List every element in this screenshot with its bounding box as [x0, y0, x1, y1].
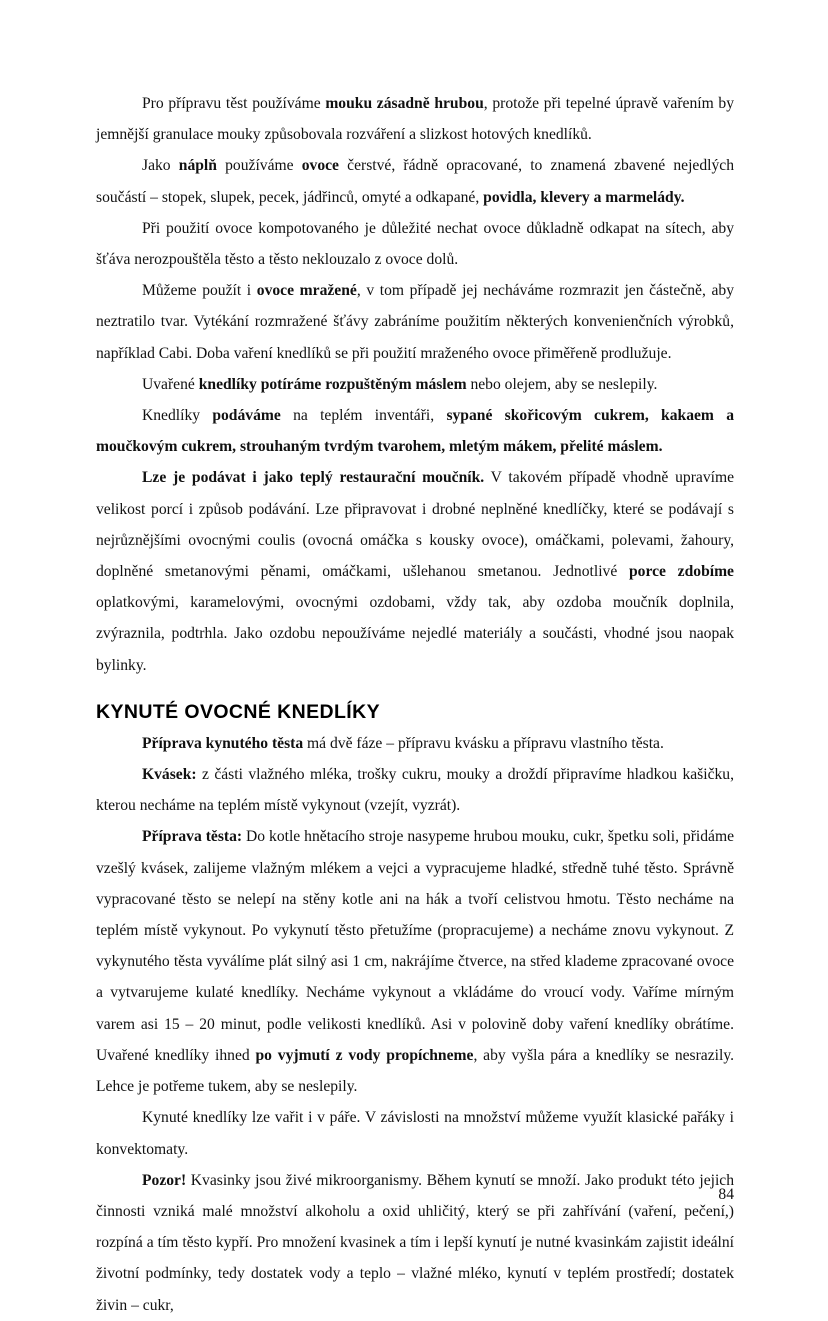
document-page — [96, 88, 734, 1321]
body-text: Pro přípravu těst používáme — [142, 95, 326, 112]
page-number: 84 — [718, 1186, 734, 1203]
body-text: Při použití ovoce kompotovaného je důležité nechat ovoce důkladně odkapat na sítech, aby šťáva nerozpouštěla těsto a těsto neklouzalo z ovoce dolů. — [96, 219, 734, 269]
emphasis-text: podáváme — [212, 407, 281, 425]
body-text: z části vlažného mléka, trošky cukru, mouky a droždí připravíme hladkou kašičku, kterou necháme na teplém místě vykynout (vzejít, vyzrát). — [96, 766, 734, 815]
body-text: čerstvé, řádně opracované, to znamená zbavené nejedlých součástí – stopek, slupek, pecek, jádřinců, omyté a odkapané, — [96, 157, 735, 206]
body-text: nebo olejem, aby se neslepily. — [466, 375, 658, 393]
paragraph — [96, 400, 734, 462]
emphasis-text: Lze je podávat i jako teplý restaurační moučník. — [142, 469, 485, 487]
body-text: Kynuté knedlíky lze vařit i v páře. V závislosti na množství můžeme využít klasické pařáky i konvektomaty. — [96, 1109, 734, 1158]
emphasis-text: Příprava kynutého těsta — [142, 734, 304, 752]
body-text: Knedlíky — [142, 407, 213, 425]
body-text: Uvařené — [142, 375, 199, 393]
body-text: má dvě fáze – přípravu kvásku a přípravu vlastního těsta. — [303, 734, 664, 752]
paragraph — [96, 462, 734, 680]
body-text-block-after-heading — [96, 728, 734, 1321]
emphasis-text: ovoce mražené — [256, 282, 357, 300]
body-text: V takovém případě vhodně upravíme velikost porcí i způsob podávání. Lze připravovat i drobné neplněné knedlíčky, které se podávají s nejrůznějšími ovocnými coulis (ovocná omáčka s kousky ovoce), omáčkami, polevami, žahoury, doplněné smetanovými pěnami, omáčkami, ušlehanou smetanou. Jednotlivé — [96, 469, 735, 581]
paragraph — [96, 369, 734, 400]
emphasis-text: ovoce — [301, 157, 339, 175]
emphasis-text: porce zdobíme — [628, 563, 734, 581]
emphasis-text: náplň — [178, 157, 217, 175]
paragraph — [96, 88, 734, 150]
body-text: , aby vyšla pára a knedlíky se nesrazily. Lehce je potřeme tukem, aby se neslepily. — [96, 1046, 734, 1096]
emphasis-text: knedlíky potíráme rozpuštěným máslem — [198, 375, 467, 393]
paragraph — [96, 275, 734, 369]
body-text: , v tom případě jej necháváme rozmrazit jen částečně, aby neztratilo tvar. Vytékání rozmražené šťávy zabráníme použitím některých konvenienčních výrobků, například Cabi. Doba vaření knedlíků se při použití mraženého ovoce přiměřeně prodlužuje. — [96, 282, 734, 362]
body-text: , protože při tepelné úpravě vařením by jemnější granulace mouky způsobovala rozváření a slizkost hotových knedlíků. — [96, 95, 734, 144]
emphasis-text: povidla, klevery a marmelády. — [483, 188, 685, 206]
body-text-block-before-heading — [96, 88, 734, 681]
paragraph — [96, 728, 734, 759]
emphasis-text: Příprava těsta: — [142, 828, 243, 846]
body-text: Do kotle hnětacího stroje nasypeme hrubou mouku, cukr, špetku soli, přidáme vzešlý kvásek, zalijeme vlažným mlékem a vejci a vypracujeme hladké, středně tuhé těsto. Správně vypracované těsto se nelepí na stěny kotle ani na hák a tvoří celistvou hmotu. Těsto necháme na teplém místě vykynout. Po vykynutí těsto přetužíme (propracujeme) a necháme znovu vykynout. Z vykynutého těsta vyválíme plát silný asi 1 cm, nakrájíme čtverce, na střed klademe zpracované ovoce a vytvarujeme kulaté knedlíky. Necháme vykynout a vkládáme do vroucí vody. Vaříme mírným varem asi 15 – 20 minut, podle velikosti knedlíků. Asi v polovině doby vaření knedlíky obrátíme. Uvařené knedlíky ihned — [96, 828, 735, 1064]
paragraph — [96, 150, 734, 212]
emphasis-text: po vyjmutí z vody propíchneme — [255, 1046, 474, 1064]
paragraph — [96, 213, 734, 275]
body-text: Jako — [142, 157, 179, 175]
paragraph — [96, 821, 734, 1102]
emphasis-text: mouku zásadně hrubou — [325, 95, 484, 112]
paragraph — [96, 1102, 734, 1164]
paragraph — [96, 759, 734, 821]
body-text: Kvasinky jsou živé mikroorganismy. Během kynutí se množí. Jako produkt této jejich činnosti vzniká malé množství alkoholu a oxid uhličitý, který se při zahřívání (vaření, pečení,) rozpíná a tím těsto kypří. Pro množení kvasinek a tím i lepší kynutí je nutné kvasinkám zajistit ideální životní podmínky, tedy dostatek vody a teplo – vlažné mléko, kynutí v teplém prostředí; dostatek živin – cukr, — [96, 1171, 734, 1314]
section-heading: KYNUTÉ OVOCNÉ KNEDLÍKY — [96, 700, 380, 723]
body-text: oplatkovými, karamelovými, ovocnými ozdobami, vždy tak, aby ozdoba moučník doplnila, zvýraznila, podtrhla. Jako ozdobu nepoužíváme nejedlé materiály a součásti, vhodné jsou naopak bylinky. — [96, 594, 734, 674]
emphasis-text: Pozor! — [142, 1171, 187, 1189]
body-text: používáme — [216, 157, 302, 175]
emphasis-text: Kvásek: — [142, 766, 197, 784]
emphasis-text: sypané skořicovým cukrem, kakaem a moučkovým cukrem, strouhaným tvrdým tvarohem, mletým mákem, přelité máslem. — [96, 407, 734, 456]
body-text: na teplém inventáři, — [280, 407, 447, 425]
body-text: Můžeme použít i — [142, 282, 257, 300]
